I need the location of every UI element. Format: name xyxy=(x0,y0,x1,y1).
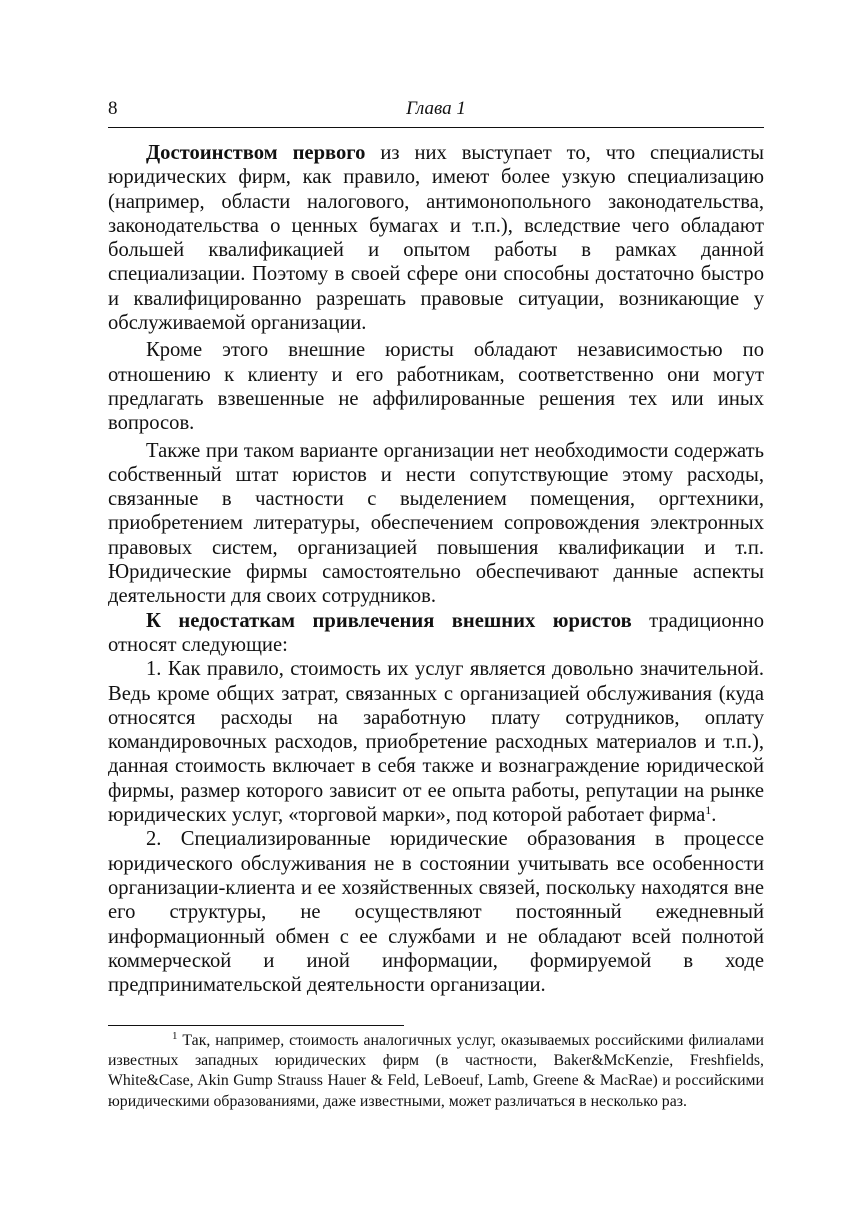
header-rule xyxy=(108,127,764,128)
body-text xyxy=(108,141,764,997)
paragraph-disadvantages-intro xyxy=(108,609,764,658)
footnote-marker: 1 xyxy=(172,1030,178,1042)
footnote xyxy=(108,1031,764,1112)
paragraph-independence xyxy=(108,338,764,435)
bold-lead: К недостаткам привлечения внешних юристов xyxy=(146,609,632,632)
bold-lead: Достоинством первого xyxy=(146,142,366,164)
page-header xyxy=(108,98,764,128)
paragraph-text: 1. Как правило, стоимость их услуг является довольно значительной. Ведь кроме общих затрат, связанных с организацией обслуживания (куда относятся расходы на заработную плату сотрудников, оплату командировочных расходов, приобретение расходных материалов и т.п.), данная стоимость включает в себя также и вознаграждение юридической фирмы, размер которого зависит от ее опыта работы, репутации на рынке юридических услуг, «торговой марки», под которой работает фирма xyxy=(108,658,764,827)
paragraph-text: Также при таком варианте организации нет необходимости содержать собственный штат юристов и нести сопутствующие этому расходы, связанные в частности с выделением помещения, оргтехники, приобретением литературы, обеспечением сопровождения электронных правовых систем, организацией повышения квалификации и т.п. Юридические фирмы самостоятельно обеспечивают данные аспекты деятельности для своих сотрудников. xyxy=(108,439,764,608)
paragraph-text: Кроме этого внешние юристы обладают независимостью по отношению к клиенту и его работникам, соответственно они могут предлагать взвешенные не аффилированные решения тех или иных вопросов. xyxy=(108,339,764,435)
running-head: Глава 1 xyxy=(406,98,466,119)
paragraph-advantage-first xyxy=(108,141,764,335)
paragraph-text: 2. Специализированные юридические образования в процессе юридического обслуживания не в состоянии учитывать все особенности организации-клиента и ее хозяйственных связей, поскольку находятся вне его структуры, не осуществляют постоянный ежедневный информационный обмен с ее службами и не обладают всей полнотой коммерческой и иной информации, формируемой в ходе предпринимательской деятельности организации. xyxy=(108,828,764,997)
footnote-rule xyxy=(108,1025,404,1026)
paragraph-no-staff xyxy=(108,439,764,609)
page-number: 8 xyxy=(108,98,118,119)
paragraph-item-1 xyxy=(108,657,764,827)
footnote-reference[interactable]: 1 xyxy=(705,803,712,818)
paragraph-item-2 xyxy=(108,827,764,997)
paragraph-text: традиционно относят следующие: xyxy=(108,609,764,656)
paragraph-text: из них выступает то, что специалисты юридических фирм, как правило, имеют более узкую специализацию (например, области налогового, антимонопольного законодательства, законодательства о ценных бумагах и т.п.), вследствие чего обладают большей квалификацией и опытом работы в рамках данной специализации. Поэтому в своей сфере они способны достаточно быстро и квалифицированно разрешать правовые ситуации, возникающие у обслуживаемой организации. xyxy=(108,142,764,335)
footnote-text: Так, например, стоимость аналогичных услуг, оказываемых российскими филиалами известных западных юридических фирм (в частности, Baker&McKenzie, Freshfields, White&Case, Akin Gump Strauss Hauer & Feld, LeBoeuf, Lamb, Greene & MacRae) и российскими юридическими образованиями, даже известными, может различаться в несколько раз. xyxy=(108,1032,764,1110)
paragraph-text-end: . xyxy=(711,804,717,827)
